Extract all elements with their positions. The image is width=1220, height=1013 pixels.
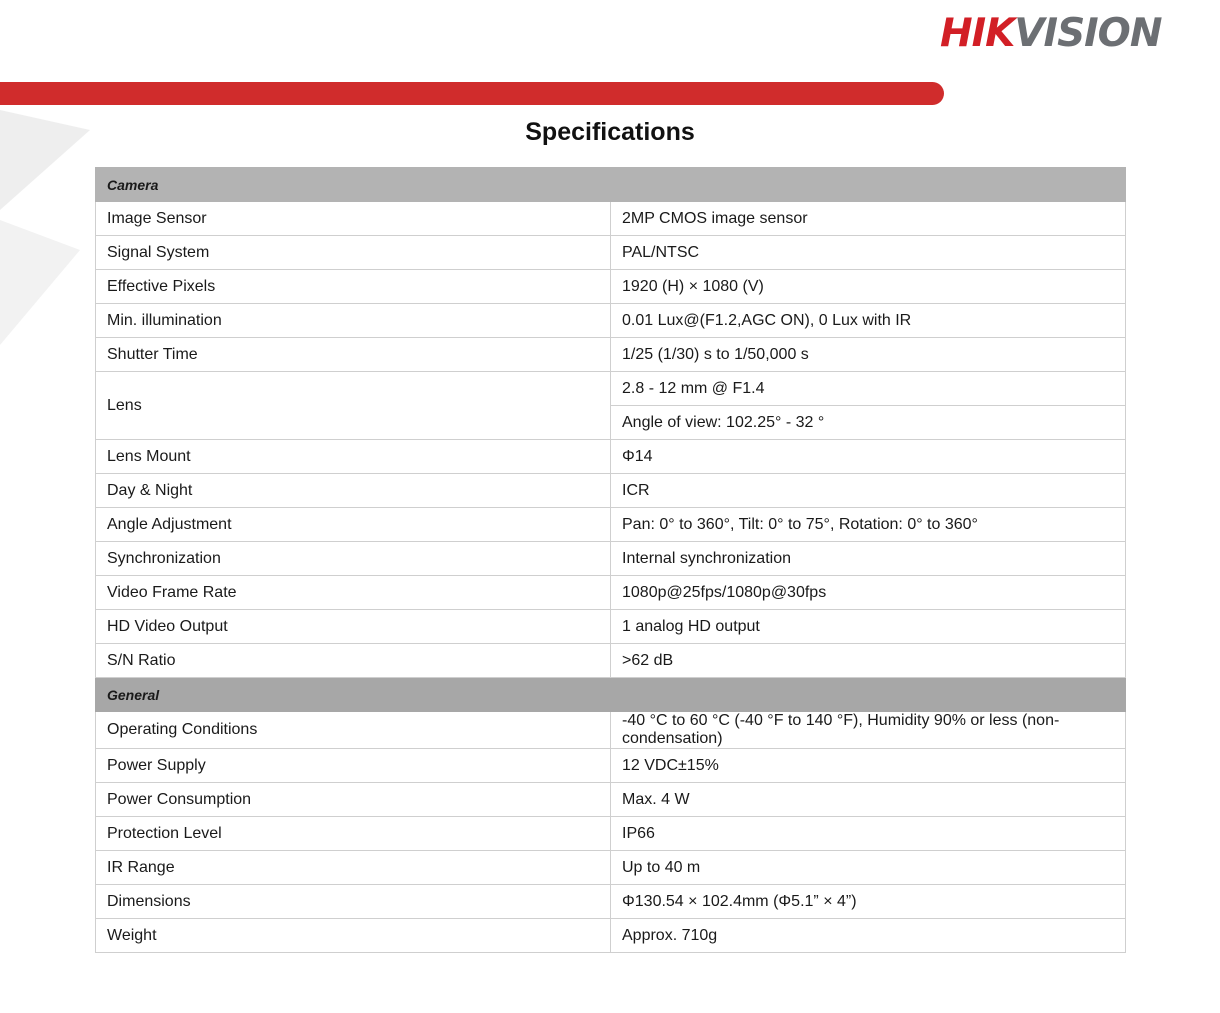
row-value: >62 dB (611, 644, 1126, 678)
section-header-general (96, 678, 1126, 712)
section-header-camera (96, 168, 1126, 202)
row-value: 1920 (H) × 1080 (V) (611, 270, 1126, 304)
row-label: Power Consumption (96, 783, 611, 817)
row-label: Lens (96, 372, 611, 440)
page-title: Specifications (525, 118, 695, 146)
row-label: S/N Ratio (96, 644, 611, 678)
row-value: 1 analog HD output (611, 610, 1126, 644)
row-label: Weight (96, 919, 611, 953)
row-value: PAL/NTSC (611, 236, 1126, 270)
table-row (96, 440, 1126, 474)
row-label: Lens Mount (96, 440, 611, 474)
table-row (96, 783, 1126, 817)
table-row (96, 885, 1126, 919)
row-value: 1/25 (1/30) s to 1/50,000 s (611, 338, 1126, 372)
table-row (96, 576, 1126, 610)
row-label: IR Range (96, 851, 611, 885)
table-row (96, 508, 1126, 542)
table-row (96, 270, 1126, 304)
table-row (96, 610, 1126, 644)
row-label: Protection Level (96, 817, 611, 851)
section-title: Camera (96, 168, 1126, 202)
row-value: Angle of view: 102.25° - 32 ° (611, 406, 1126, 440)
row-value: Φ130.54 × 102.4mm (Φ5.1” × 4”) (611, 885, 1126, 919)
table-row (96, 919, 1126, 953)
table-row (96, 372, 1126, 406)
section-title: General (96, 678, 1126, 712)
row-label: Min. illumination (96, 304, 611, 338)
row-value: -40 °C to 60 °C (-40 °F to 140 °F), Humidity 90% or less (non-condensation) (611, 712, 1126, 749)
row-value: IP66 (611, 817, 1126, 851)
table-row (96, 474, 1126, 508)
row-label: Power Supply (96, 749, 611, 783)
table-row (96, 202, 1126, 236)
table-row (96, 817, 1126, 851)
row-value: Up to 40 m (611, 851, 1126, 885)
row-value: 1080p@25fps/1080p@30fps (611, 576, 1126, 610)
row-value: Φ14 (611, 440, 1126, 474)
table-row (96, 542, 1126, 576)
row-label: Video Frame Rate (96, 576, 611, 610)
table-row (96, 338, 1126, 372)
row-value: 2.8 - 12 mm @ F1.4 (611, 372, 1126, 406)
table-row (96, 851, 1126, 885)
row-value: ICR (611, 474, 1126, 508)
row-value: Approx. 710g (611, 919, 1126, 953)
header-red-bar (0, 82, 944, 105)
row-label: Operating Conditions (96, 712, 611, 749)
row-label: Angle Adjustment (96, 508, 611, 542)
row-label: Dimensions (96, 885, 611, 919)
row-value: 2MP CMOS image sensor (611, 202, 1126, 236)
row-value: Internal synchronization (611, 542, 1126, 576)
row-label: Image Sensor (96, 202, 611, 236)
row-label: Signal System (96, 236, 611, 270)
row-label: Day & Night (96, 474, 611, 508)
row-value: 12 VDC±15% (611, 749, 1126, 783)
hikvision-logo: HIKVISION (940, 11, 1162, 56)
row-label: Shutter Time (96, 338, 611, 372)
specifications-table (95, 167, 1126, 953)
table-row (96, 749, 1126, 783)
table-row (96, 236, 1126, 270)
row-value: Pan: 0° to 360°, Tilt: 0° to 75°, Rotation: 0° to 360° (611, 508, 1126, 542)
row-value: 0.01 Lux@(F1.2,AGC ON), 0 Lux with IR (611, 304, 1126, 338)
table-row (96, 712, 1126, 749)
table-row (96, 304, 1126, 338)
row-label: Synchronization (96, 542, 611, 576)
table-row (96, 644, 1126, 678)
row-value: Max. 4 W (611, 783, 1126, 817)
row-label: Effective Pixels (96, 270, 611, 304)
row-label: HD Video Output (96, 610, 611, 644)
